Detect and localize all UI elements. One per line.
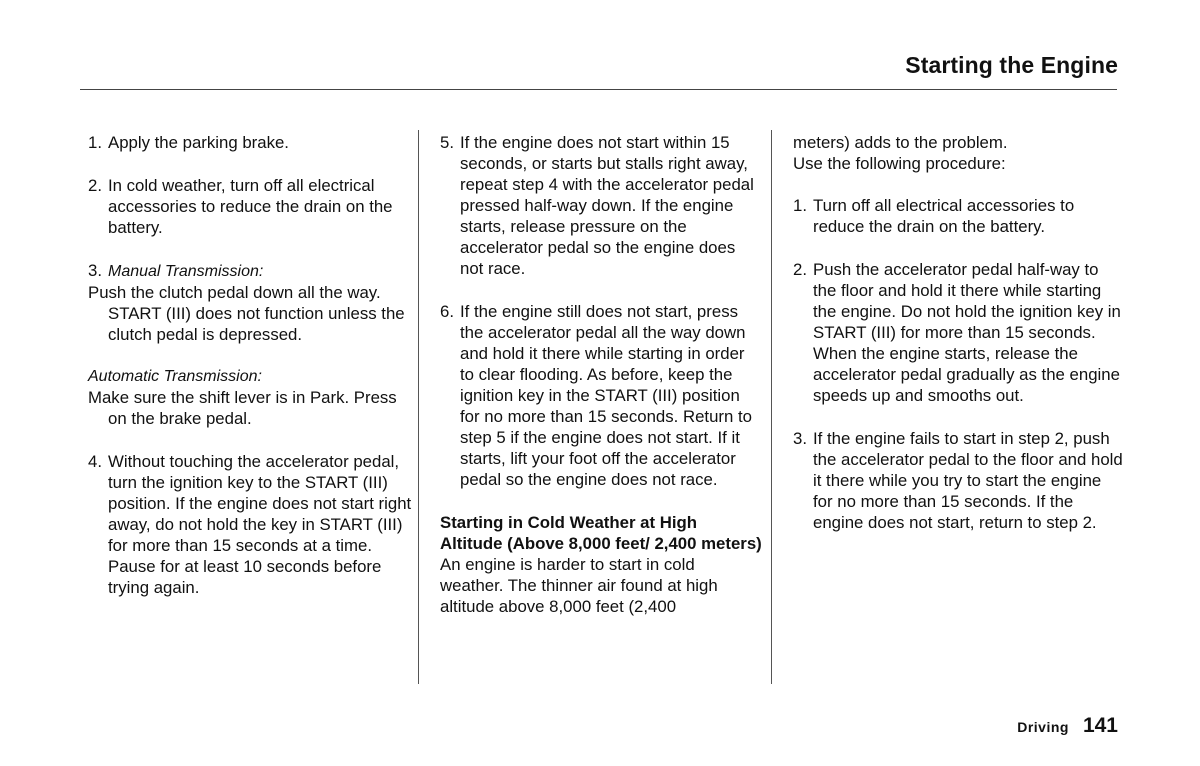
step-4 [88,451,412,598]
step-text: If the engine fails to start in step 2, push the accelerator pedal to the floor and hold it there while you try to start the engine for no more than 15 seconds. If the engine does not start, return to step 2. [813,429,1123,532]
page-number: 141 [1082,714,1118,737]
step-6 [440,301,762,490]
step-number: 4. [88,452,102,471]
step-3 [88,260,412,429]
column-2 [440,132,762,617]
step-text: If the engine still does not start, press the accelerator pedal all the way down and hold it there while starting in order to clear flooding. As before, keep the ignition key in the START (III) position for no more than 15 seconds. Return to step 5 if the engine does not start. If it starts, lift your foot off the accelerator pedal so the engine does not race. [460,302,752,489]
step-number: 3. [793,429,807,448]
manual-transmission-label: Manual Transmission: [108,263,264,280]
step-number: 1. [793,196,807,215]
column-3 [793,132,1123,555]
step-text: If the engine does not start within 15 seconds, or starts but stalls right away, repeat step 4 with the accelerator pedal pressed half-way down. If the engine starts, release pressure on the accelerator pedal so the engine does not race. [460,133,754,278]
procedure-step-3 [793,428,1123,533]
step-2 [88,175,412,238]
manual-transmission-text: Push the clutch pedal down all the way. START (III) does not function unless the clutch pedal is depressed. [88,283,405,344]
step-number: 6. [440,302,454,321]
automatic-transmission-label: Automatic Transmission: [88,368,262,385]
column-divider-1 [418,130,419,684]
procedure-step-1 [793,195,1123,237]
step-text: Push the accelerator pedal half-way to the floor and hold it there while starting the engine. Do not hold the ignition key in START (III) for more than 15 seconds. When the engine starts, release the accelerator pedal gradually as the engine speeds up and smooths out. [813,260,1121,405]
step-5 [440,132,762,279]
step-number: 2. [793,260,807,279]
spacer [108,345,412,366]
step-text: Apply the parking brake. [108,133,289,152]
step-text: In cold weather, turn off all electrical accessories to reduce the drain on the battery. [108,176,393,237]
section-intro: An engine is harder to start in cold weather. The thinner air found at high altitude above 8,000 feet (2,400 [440,555,718,616]
column-divider-2 [771,130,772,684]
title-rule [80,89,1117,90]
procedure-step-2 [793,259,1123,406]
step-text: Turn off all electrical accessories to reduce the drain on the battery. [813,196,1075,236]
step-number: 2. [88,176,102,195]
page-title: Starting the Engine [905,52,1118,78]
step-text: Without touching the accelerator pedal, turn the ignition key to the START (III) position. If the engine does not start right away, do not hold the key in START (III) for more than 15 seconds at a time. Pause for at least 10 seconds before trying again. [108,452,412,597]
step-number: 1. [88,133,102,152]
page-footer [1017,714,1118,738]
procedure-lead: Use the following procedure: [793,154,1006,173]
step-number: 5. [440,133,454,152]
step-1 [88,132,412,153]
column-1 [88,132,412,620]
footer-section-name: Driving [1017,719,1069,735]
section-intro-continued: meters) adds to the problem. [793,133,1008,152]
automatic-transmission-text: Make sure the shift lever is in Park. Press on the brake pedal. [88,388,397,428]
step-number: 3. [88,261,102,280]
section-heading: Starting in Cold Weather at High Altitude (Above 8,000 feet/ 2,400 meters) [440,513,762,553]
